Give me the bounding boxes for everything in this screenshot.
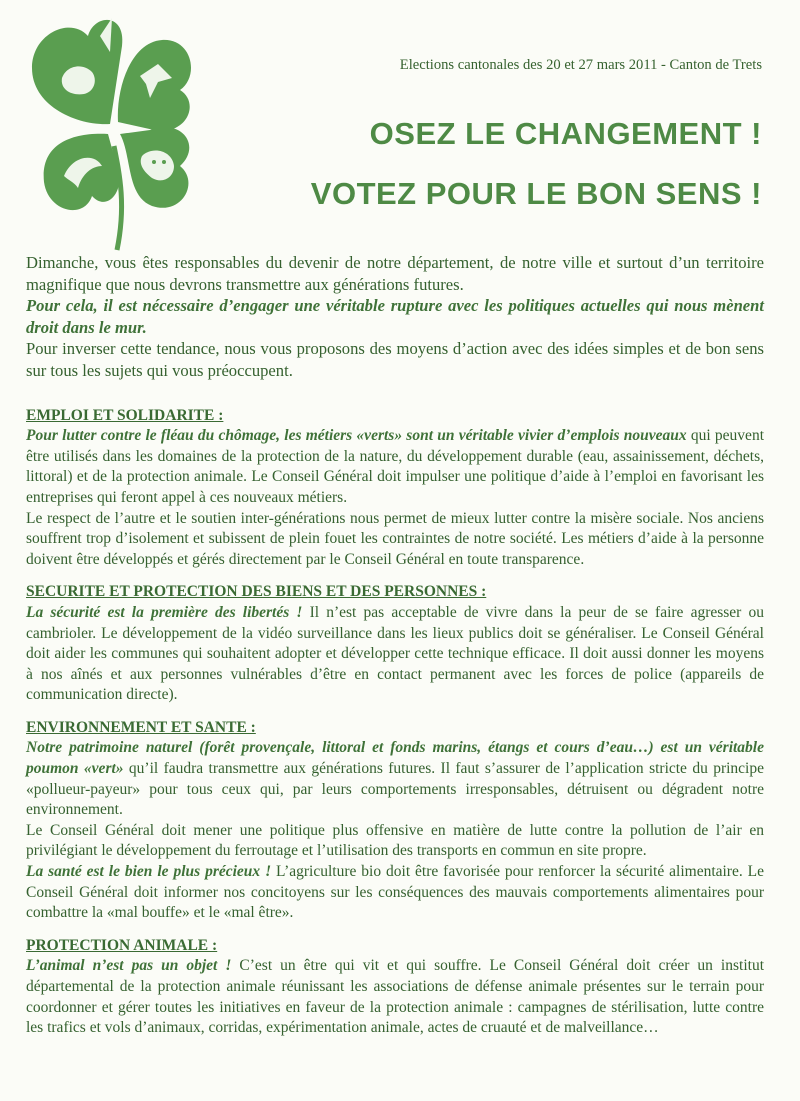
headline-vote: VOTEZ POUR LE BON SENS ! xyxy=(310,176,762,211)
body-text: qu’il faudra transmettre aux générations futures. Il faut s’assurer de l’application stricte du principe «pollueur-payeur» pour tous ceux qui, par leurs comportements irresponsables, détruisent ou dégradent notre environnement. xyxy=(26,760,764,819)
emphasis-text: Pour lutter contre le fléau du chômage, les métiers «verts» sont un véritable vivier d’emplois nouveaux xyxy=(26,427,687,445)
section-title: PROTECTION ANIMALE : xyxy=(26,936,218,954)
section-paragraph xyxy=(26,738,764,820)
intro-proposal: Pour inverser cette tendance, nous vous proposons des moyens d’action avec des idées simples et de bon sens sur tous les sujets qui vous préoccupent. xyxy=(26,339,764,380)
section-paragraph: Le respect de l’autre et le soutien inter-générations nous permet de mieux lutter contre la misère sociale. Nos anciens souffrent trop d’isolement et subissent de plein fouet les contraintes de notre société. Les métiers d’aide à la personne doivent être développés et gérés directement par le Conseil Général en toute transparence. xyxy=(26,509,764,568)
emphasis-text: La santé est le bien le plus précieux ! xyxy=(26,863,272,881)
emphasis-text: L’animal n’est pas un objet ! xyxy=(26,957,232,975)
intro-paragraph: Dimanche, vous êtes responsables du devenir de notre département, de notre ville et surtout d’un territoire magnifique que nous devrons transmettre aux générations futures. xyxy=(26,253,764,294)
four-leaf-clover-with-animals-icon xyxy=(22,6,200,254)
section-securite xyxy=(26,582,764,706)
body-text: Il n’est pas acceptable de vivre dans la peur de se faire agresser ou cambrioler. Le développement de la vidéo surveillance dans les lieux publics doit se généraliser. Le Conseil Général doit aider les communes qui souhaitent adopter et développer cette technique efficace. Il doit aussi donner les moyens à nos aînés et aux personnes vulnérables d’être en contact permanent avec les forces de police (appareils de communication directe). xyxy=(26,603,764,704)
section-paragraph xyxy=(26,956,764,1038)
section-paragraph xyxy=(26,862,764,924)
headline-change: OSEZ LE CHANGEMENT ! xyxy=(369,116,762,151)
election-header-line: Elections cantonales des 20 et 27 mars 2011 - Canton de Trets xyxy=(399,57,762,73)
body-text: L’agriculture bio doit être favorisée pour renforcer la sécurité alimentaire. Le Conseil Général doit informer nos concitoyens sur les conséquences des mauvais comportements alimentaires pour combattre la «mal bouffe» et le «mal être». xyxy=(26,863,764,922)
section-title: EMPLOI ET SOLIDARITE : xyxy=(26,406,224,424)
leaflet-body xyxy=(26,252,764,1039)
emphasis-text: Notre patrimoine naturel (forêt provençale, littoral et fonds marins, étangs et cours d’eau…) est un véritable poumon «vert» xyxy=(26,739,764,778)
emphasis-text: La sécurité est la première des libertés ! xyxy=(26,603,303,621)
section-emploi xyxy=(26,406,764,571)
body-text: qui peuvent être utilisés dans les domaines de la protection de la nature, du développement durable (eau, assainissement, déchets, littoral) et de la protection animale. Le Conseil Général doit impulser une politique d’aide à l’emploi en favorisant les entreprises qui feront appel à ces nouveaux métiers. xyxy=(26,427,764,506)
section-paragraph: Le Conseil Général doit mener une politique plus offensive en matière de lutte contre la pollution de l’air en privilégiant le développement du ferroutage et l’utilisation des transports en commun en site propre. xyxy=(26,821,764,860)
section-environnement xyxy=(26,718,764,924)
section-title: ENVIRONNEMENT ET SANTE : xyxy=(26,718,256,736)
section-paragraph xyxy=(26,603,764,706)
section-paragraph xyxy=(26,426,764,508)
section-animale xyxy=(26,936,764,1039)
section-title: SECURITE ET PROTECTION DES BIENS ET DES PERSONNES : xyxy=(26,583,487,601)
body-text: C’est un être qui vit et qui souffre. Le Conseil Général doit créer un institut départemental de la protection animale réunissant les associations de défense animale présentes sur le terrain pour coordonner et gérer toutes les initiatives en faveur de la protection animale : campagnes de stérilisation, lutte contre les trafics et vols d’animaux, corridas, expérimentation animale, actes de cruauté et de malveillance… xyxy=(26,957,764,1037)
intro-emphasis: Pour cela, il est nécessaire d’engager une véritable rupture avec les politiques actuelles qui nous mènent droit dans le mur. xyxy=(26,296,764,337)
